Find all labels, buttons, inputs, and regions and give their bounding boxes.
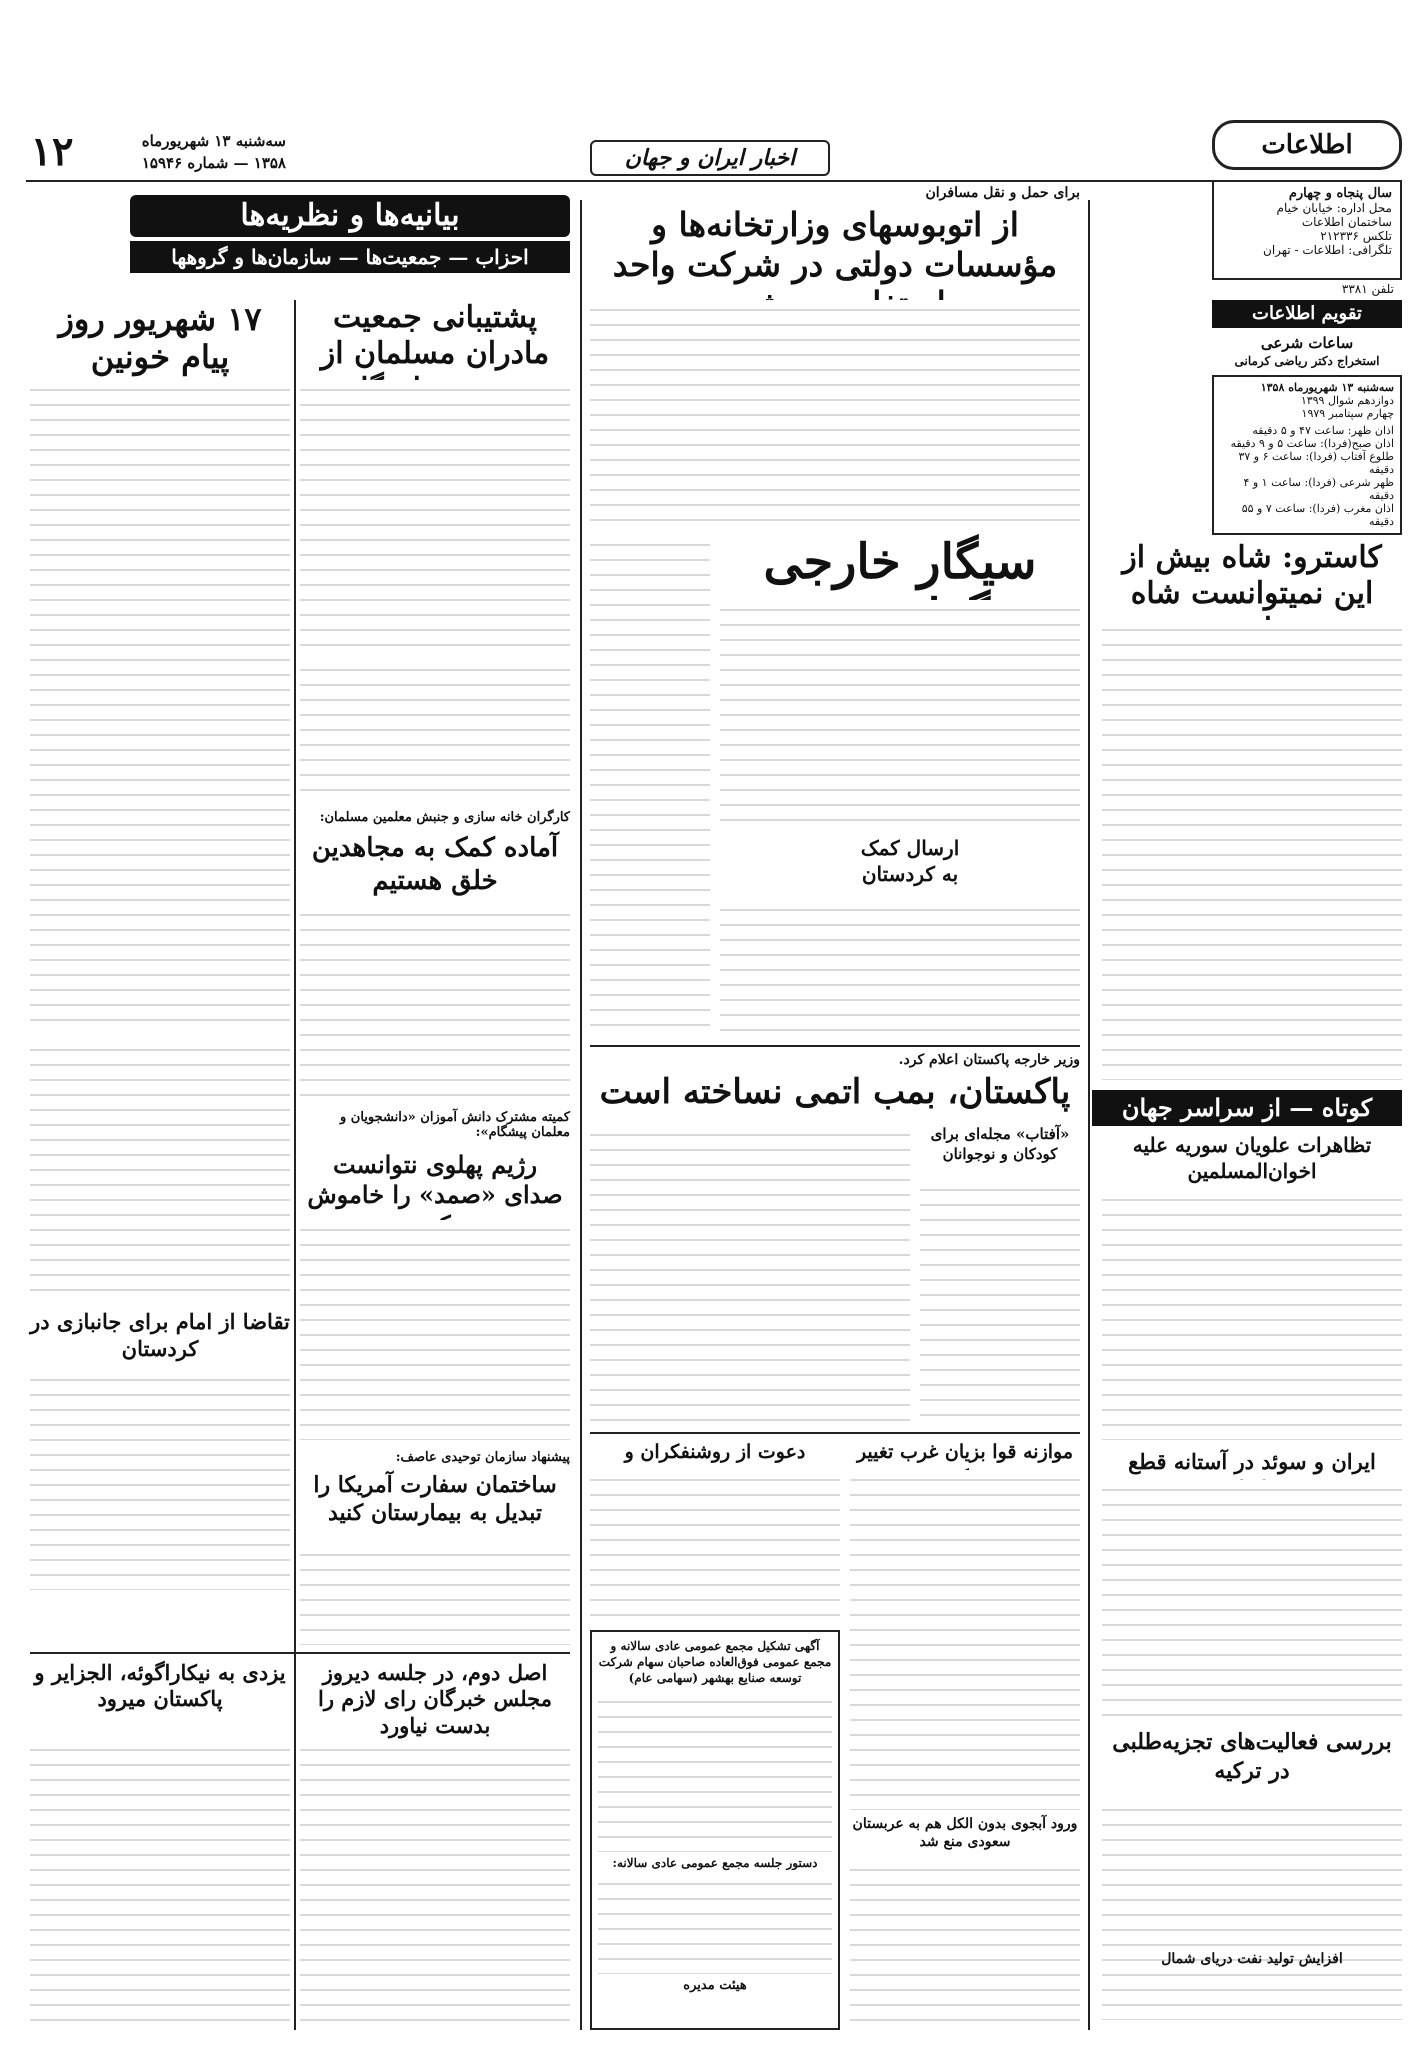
alawite-headline: تظاهرات علویان سوریه علیه اخوان‌المسلمین [1132, 1133, 1372, 1183]
pahlavi-body [300, 1220, 570, 1440]
us-embassy-body [300, 1545, 570, 1645]
section-title-box [590, 140, 830, 176]
sweden-body [1102, 1480, 1402, 1720]
prayer-time: اذان صبح(فردا): ساعت ۵ و ۹ دقیقه [1230, 437, 1394, 450]
imprint-phone: تلفن ۳۳۸۱ [1341, 282, 1394, 296]
imam-request-body [30, 1370, 290, 1590]
yazdi-body [30, 1740, 290, 2030]
header-rule [26, 180, 1396, 182]
kurdistan-aid-headline: ارسال کمک به کردستان [860, 836, 960, 886]
prayer-source: استخراج دکتر ریاضی کرمانی [1234, 354, 1380, 368]
column-rule-center [580, 200, 582, 2030]
oil-production-headline: افزایش تولید نفت دریای شمال [1161, 1951, 1343, 1967]
column-rule-right [1088, 200, 1090, 2030]
power-balance-body [850, 1470, 1080, 1810]
imprint-box [1212, 180, 1402, 280]
us-embassy-headline: ساختمان سفارت آمریکا را تبدیل به بیمارستان کنید [313, 1472, 557, 1526]
pakistan-headline: پاکستان، بمب اتمی نساخته است [599, 1072, 1071, 1112]
calendar-line: دوازدهم شوال ۱۳۹۹ [1300, 394, 1394, 407]
buses-headline: از اتوبوسهای وزارتخانه‌ها و مؤسسات دولتی در شرکت واحد [612, 205, 1058, 284]
lower-rule [590, 1432, 1080, 1434]
mojahedin-kicker: کارگران خانه سازی و جنبش معلمین مسلمان: [319, 810, 570, 825]
calendar-title: تقویم اطلاعات [1212, 300, 1402, 328]
mojahedin-body [300, 905, 570, 1105]
egg-imports-body [850, 1860, 1080, 2030]
assembly-notice-text [598, 1692, 832, 1852]
alawite-body [1102, 1190, 1402, 1440]
pakistan-body [590, 1125, 910, 1425]
imprint-line: تلگرافی: اطلاعات - تهران [1263, 243, 1392, 257]
calendar-line: سه‌شنبه ۱۳ شهریورماه ۱۳۵۸ [1260, 381, 1394, 394]
mothers-support-body [300, 380, 570, 650]
prayer-time: ظهر شرعی (فردا): ساعت ۱ و ۴ دقیقه [1243, 476, 1394, 502]
page-number: ۱۲ [30, 128, 74, 175]
assembly-notice-headline: آگهی تشکیل مجمع عمومی عادی سالانه و مجمع عمومی فوق‌العاده صاحبان سهام شرکت توسعه صنایع بهشهر (سهامی عام) [598, 1639, 832, 1685]
around-world-banner: کوتاه — از سراسر جهان [1092, 1090, 1402, 1126]
imprint-line: محل اداره: خیابان خیام [1276, 201, 1392, 215]
pahlavi-kicker: کمیته مشترک دانش آموزان «دانشجویان و معلمان پیشگام»: [339, 1110, 570, 1140]
castro-headline: کاسترو: شاه بیش از این نمیتوانست شاه [1122, 540, 1382, 611]
issue-line: ۱۳۵۸ — شماره ۱۵۹۴۶ [141, 154, 286, 172]
bottom-left-rule [30, 1652, 570, 1654]
turkey-headline: بررسی فعالیت‌های تجزیه‌طلبی در ترکیه [1112, 1729, 1392, 1784]
power-balance-headline: موازنه قوا بزیان غرب تغییر [856, 1441, 1074, 1463]
children-mag-headline: «آفتاب» مجله‌ای برای کودکان و نوجوانان [930, 1125, 1070, 1163]
assembly-session-body [300, 1740, 570, 2030]
buses-body [590, 300, 1080, 530]
prayer-title: ساعات شرعی [1260, 334, 1354, 352]
imprint-line: تلکس ۲۱۲۳۳۶ [1320, 229, 1392, 243]
sweden-headline: ایران و سوئد در آستانه قطع [1128, 1449, 1376, 1474]
assembly-notice-items [598, 1874, 832, 1974]
prayer-times-box [1212, 375, 1402, 535]
kurdistan-aid-body [720, 900, 1080, 1040]
masthead-logo-text: اطلاعات [1261, 130, 1353, 160]
imprint-line: سال پنجاه و چهارم [1288, 186, 1392, 201]
prayer-time: اذان ظهر: ساعت ۴۷ و ۵ دقیقه [1252, 424, 1394, 437]
statements-banner: بیانیه‌ها و نظریه‌ها [130, 195, 570, 237]
castro-body [1102, 620, 1402, 1080]
column-rule-left [294, 300, 296, 2030]
imprint-line: ساختمان اطلاعات [1301, 215, 1392, 229]
assembly-notice-sign: هیئت مدیره [683, 1978, 747, 1993]
pahlavi-headline: رژیم پهلوی نتوانست صدای «صمد» را خاموش [307, 1150, 563, 1209]
assembly-session-headline: اصل دوم، در جلسه دیروز مجلس خبرگان رای لازم را بدست نیاورد [317, 1660, 552, 1738]
prayer-time: اذان مغرب (فردا): ساعت ۷ و ۵۵ دقیقه [1241, 502, 1394, 528]
assembly-notice-subhead: دستور جلسه مجمع عمومی عادی سالانه: [612, 1856, 818, 1870]
masthead-logo [1212, 120, 1402, 170]
egg-imports-headline: ورود آبجوی بدون الکل هم به عربستان سعودی منع شد [852, 1816, 1078, 1851]
experts-body [590, 1470, 840, 1620]
date-line: سه‌شنبه ۱۳ شهریورماه [141, 132, 286, 150]
pakistan-rule [590, 1045, 1080, 1047]
mojahedin-headline: آماده کمک به مجاهدین خلق هستیم [311, 833, 559, 896]
shahrivar17-body [30, 380, 290, 1030]
shahrivar17-lower [30, 1040, 290, 1300]
prayer-time: طلوع آفتاب (فردا): ساعت ۶ و ۳۷ دقیقه [1238, 450, 1394, 476]
us-embassy-kicker: پیشنهاد سازمان توحیدی عاصف: [395, 1450, 570, 1465]
children-mag-body [920, 1180, 1080, 1425]
shahrivar17-headline: ۱۷ شهریور روز پیام خونین [58, 300, 262, 377]
statements-banner-box [130, 195, 570, 275]
imam-request-headline: تقاضا از امام برای جانبازی در کردستان [30, 1309, 290, 1362]
buses-continued [590, 535, 710, 1035]
shahrivar17-continued [300, 660, 570, 800]
assembly-notice-box [590, 1630, 840, 2030]
calendar-line: چهارم سپتامبر ۱۹۷۹ [1301, 407, 1394, 420]
yazdi-headline: یزدی به نیکاراگوئه، الجزایر و پاکستان میرود [34, 1660, 286, 1712]
pakistan-kicker: وزیر خارجه پاکستان اعلام کرد. [898, 1052, 1080, 1068]
statements-subbanner: احزاب — جمعیت‌ها — سازمان‌ها و گروهها [130, 241, 570, 273]
experts-headline: دعوت از روشنفکران و [624, 1441, 806, 1463]
page-header [0, 0, 1420, 175]
buses-kicker: برای حمل و نقل مسافران [925, 185, 1080, 201]
cigarettes-headline: سیگار خارجی [763, 534, 1037, 590]
mothers-support-headline: پشتیبانی جمعیت مادران مسلمان از [320, 300, 550, 371]
turkey-body [1102, 1800, 1402, 2020]
cigarettes-body [720, 600, 1080, 830]
section-title: اخبار ایران و جهان [624, 145, 796, 171]
